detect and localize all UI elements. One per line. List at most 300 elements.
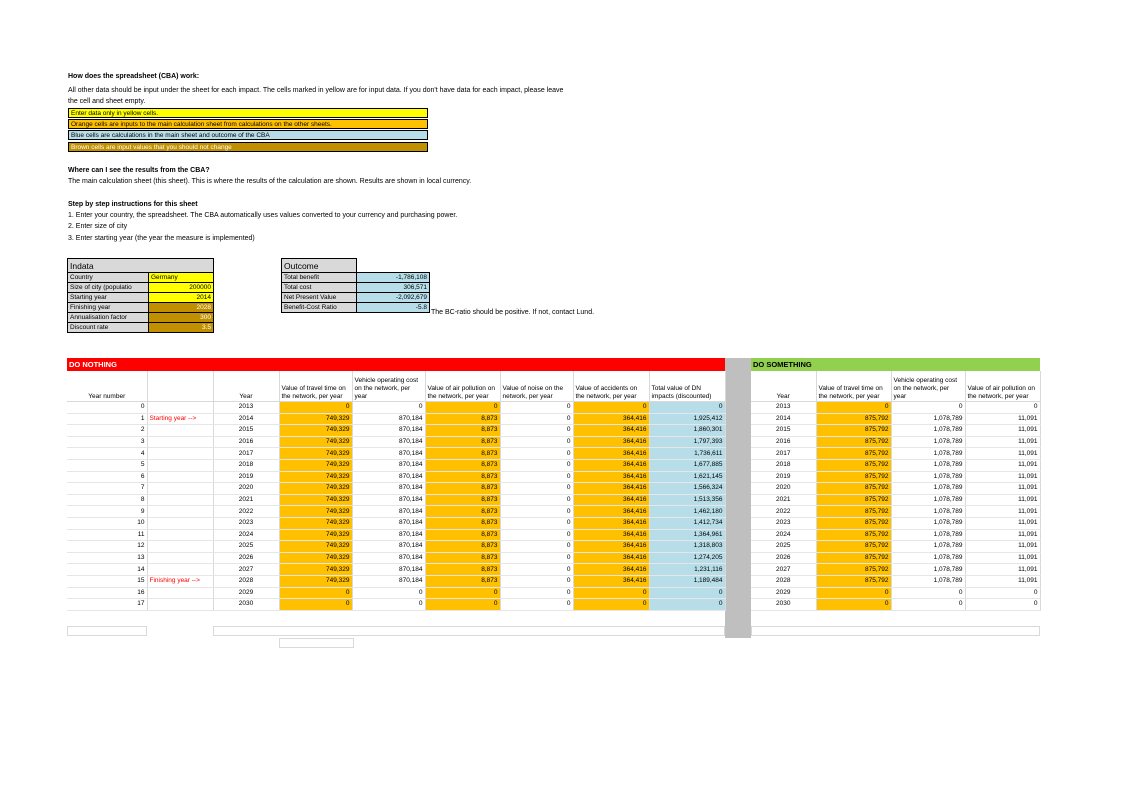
accidents-cell: 364,416 xyxy=(573,564,649,576)
table-row xyxy=(67,402,725,414)
indata-label: Discount rate xyxy=(68,323,149,333)
table-row xyxy=(751,564,1040,576)
vehicle-cost-cell: 870,184 xyxy=(352,552,425,564)
ds-travel-time-cell: 875,792 xyxy=(816,564,891,576)
table-row xyxy=(67,471,725,483)
air-pollution-cell: 8,873 xyxy=(425,459,500,471)
table-row xyxy=(751,517,1040,529)
ds-air-pollution-cell: 0 xyxy=(965,599,1040,611)
travel-time-cell: 0 xyxy=(279,587,352,599)
ds-air-pollution-cell: 11,091 xyxy=(965,483,1040,495)
outcome-title: Outcome xyxy=(282,259,357,273)
noise-cell: 0 xyxy=(500,483,573,495)
intro-line-2: the cell and sheet empty. xyxy=(68,98,146,105)
ds-vehicle-cost-cell: 1,078,789 xyxy=(891,494,965,506)
indata-annualisation-factor: 300 xyxy=(149,313,214,323)
ds-year-cell: 2021 xyxy=(751,494,816,506)
year-number-cell: 12 xyxy=(67,541,147,553)
ds-air-pollution-cell: 11,091 xyxy=(965,552,1040,564)
ds-travel-time-cell: 875,792 xyxy=(816,471,891,483)
air-pollution-cell: 8,873 xyxy=(425,529,500,541)
ds-travel-time-cell: 875,792 xyxy=(816,425,891,437)
empty-row xyxy=(213,626,725,636)
ds-travel-time-cell: 0 xyxy=(816,587,891,599)
ds-year-cell: 2015 xyxy=(751,425,816,437)
legend-blue: Blue cells are calculations in the main sheet and outcome of the CBA xyxy=(68,130,428,140)
noise-cell: 0 xyxy=(500,471,573,483)
vehicle-cost-cell: 870,184 xyxy=(352,506,425,518)
step-2: 2. Enter size of city xyxy=(68,223,128,230)
ds-year-cell: 2023 xyxy=(751,517,816,529)
do-nothing-band: DO NOTHING xyxy=(67,358,725,371)
vehicle-cost-cell: 0 xyxy=(352,402,425,414)
year-number-cell: 14 xyxy=(67,564,147,576)
year-cell: 2021 xyxy=(213,494,279,506)
marker-cell xyxy=(147,599,213,611)
total-dn-cell: 1,189,484 xyxy=(649,575,725,587)
accidents-cell: 364,416 xyxy=(573,425,649,437)
table-row xyxy=(67,506,725,518)
year-number-cell: 13 xyxy=(67,552,147,564)
indata-label: Size of city (populatio xyxy=(68,283,149,293)
ds-year-cell: 2026 xyxy=(751,552,816,564)
marker-cell xyxy=(147,448,213,460)
vehicle-cost-cell: 870,184 xyxy=(352,459,425,471)
vehicle-cost-cell: 870,184 xyxy=(352,564,425,576)
ds-vehicle-cost-cell: 1,078,789 xyxy=(891,413,965,425)
empty-cell xyxy=(67,626,147,636)
accidents-cell: 364,416 xyxy=(573,506,649,518)
travel-time-cell: 749,329 xyxy=(279,506,352,518)
vehicle-cost-cell: 870,184 xyxy=(352,471,425,483)
ds-air-pollution-cell: 0 xyxy=(965,587,1040,599)
marker-cell xyxy=(147,494,213,506)
year-cell: 2028 xyxy=(213,575,279,587)
noise-cell: 0 xyxy=(500,494,573,506)
outcome-label: Benefit-Cost Ratio xyxy=(282,303,357,313)
table-row xyxy=(751,471,1040,483)
table-row xyxy=(67,599,725,611)
air-pollution-cell: 8,873 xyxy=(425,552,500,564)
year-header: Year xyxy=(213,371,279,402)
table-row xyxy=(67,459,725,471)
table-row xyxy=(751,552,1040,564)
accidents-cell: 364,416 xyxy=(573,459,649,471)
total-dn-cell: 1,513,356 xyxy=(649,494,725,506)
year-number-header: Year number xyxy=(67,371,147,402)
air-pollution-header: Value of air pollution on the network, per year xyxy=(425,371,500,402)
marker-cell xyxy=(147,552,213,564)
empty-cell xyxy=(279,638,354,648)
ds-year-cell: 2019 xyxy=(751,471,816,483)
ds-vehicle-cost-header: Vehicle operating cost on the network, per year xyxy=(891,371,965,402)
ds-air-pollution-cell: 11,091 xyxy=(965,575,1040,587)
ds-air-pollution-cell: 11,091 xyxy=(965,425,1040,437)
noise-cell: 0 xyxy=(500,575,573,587)
year-cell: 2017 xyxy=(213,448,279,460)
noise-header: Value of noise on the network, per year xyxy=(500,371,573,402)
accidents-cell: 0 xyxy=(573,402,649,414)
year-cell: 2014 xyxy=(213,413,279,425)
table-row xyxy=(67,529,725,541)
total-dn-cell: 1,621,145 xyxy=(649,471,725,483)
ds-air-pollution-cell: 0 xyxy=(965,402,1040,414)
noise-cell: 0 xyxy=(500,529,573,541)
ds-air-pollution-cell: 11,091 xyxy=(965,541,1040,553)
travel-time-cell: 0 xyxy=(279,599,352,611)
travel-time-cell: 749,329 xyxy=(279,541,352,553)
accidents-cell: 364,416 xyxy=(573,471,649,483)
air-pollution-cell: 8,873 xyxy=(425,517,500,529)
year-cell: 2026 xyxy=(213,552,279,564)
legend-brown: Brown cells are input values that you should not change xyxy=(68,142,428,152)
travel-time-cell: 749,329 xyxy=(279,436,352,448)
table-row xyxy=(67,413,725,425)
ds-vehicle-cost-cell: 1,078,789 xyxy=(891,459,965,471)
marker-cell xyxy=(147,506,213,518)
ds-vehicle-cost-cell: 1,078,789 xyxy=(891,541,965,553)
air-pollution-cell: 8,873 xyxy=(425,506,500,518)
table-row xyxy=(751,587,1040,599)
ds-year-cell: 2029 xyxy=(751,587,816,599)
vehicle-cost-cell: 870,184 xyxy=(352,436,425,448)
total-dn-cell: 1,231,116 xyxy=(649,564,725,576)
indata-label: Starting year xyxy=(68,293,149,303)
table-row xyxy=(751,436,1040,448)
travel-time-cell: 749,329 xyxy=(279,517,352,529)
travel-time-cell: 749,329 xyxy=(279,483,352,495)
marker-cell xyxy=(147,517,213,529)
year-number-cell: 9 xyxy=(67,506,147,518)
accidents-cell: 364,416 xyxy=(573,541,649,553)
year-number-cell: 6 xyxy=(67,471,147,483)
marker-cell xyxy=(147,459,213,471)
air-pollution-cell: 8,873 xyxy=(425,471,500,483)
noise-cell: 0 xyxy=(500,425,573,437)
year-number-cell: 3 xyxy=(67,436,147,448)
travel-time-cell: 749,329 xyxy=(279,552,352,564)
noise-cell: 0 xyxy=(500,448,573,460)
ds-year-cell: 2024 xyxy=(751,529,816,541)
accidents-cell: 0 xyxy=(573,599,649,611)
table-row xyxy=(67,587,725,599)
total-dn-cell: 1,462,180 xyxy=(649,506,725,518)
indata-country-input[interactable]: Germany xyxy=(149,273,214,283)
noise-cell: 0 xyxy=(500,517,573,529)
outcome-label: Total cost xyxy=(282,283,357,293)
bc-ratio-note: The BC-ratio should be positive. If not, contact Lund. xyxy=(431,309,595,316)
indata-finishing-year: 2028 xyxy=(149,303,214,313)
ds-travel-time-header: Value of travel time on the network, per year xyxy=(816,371,891,402)
marker-cell xyxy=(147,471,213,483)
marker-cell xyxy=(147,425,213,437)
ds-year-cell: 2020 xyxy=(751,483,816,495)
table-row xyxy=(751,529,1040,541)
noise-cell: 0 xyxy=(500,541,573,553)
accidents-cell: 364,416 xyxy=(573,413,649,425)
ds-travel-time-cell: 875,792 xyxy=(816,517,891,529)
table-row xyxy=(67,494,725,506)
indata-starting-year-input[interactable]: 2014 xyxy=(149,293,214,303)
vehicle-cost-cell: 870,184 xyxy=(352,529,425,541)
year-number-cell: 0 xyxy=(67,402,147,414)
air-pollution-cell: 8,873 xyxy=(425,564,500,576)
marker-cell xyxy=(147,587,213,599)
ds-travel-time-cell: 875,792 xyxy=(816,552,891,564)
marker-cell xyxy=(147,436,213,448)
outcome-npv: -2,092,679 xyxy=(357,293,430,303)
year-number-cell: 8 xyxy=(67,494,147,506)
vehicle-cost-cell: 870,184 xyxy=(352,425,425,437)
legend-orange: Orange cells are inputs to the main calculation sheet from calculations on the other sheets. xyxy=(68,119,428,129)
year-cell: 2030 xyxy=(213,599,279,611)
ds-vehicle-cost-cell: 1,078,789 xyxy=(891,529,965,541)
ds-vehicle-cost-cell: 1,078,789 xyxy=(891,483,965,495)
column-separator xyxy=(725,358,751,638)
outcome-total-cost: 306,571 xyxy=(357,283,430,293)
outcome-total-benefit: -1,786,108 xyxy=(357,273,430,283)
table-row xyxy=(751,575,1040,587)
ds-vehicle-cost-cell: 0 xyxy=(891,599,965,611)
vehicle-cost-cell: 870,184 xyxy=(352,494,425,506)
ds-travel-time-cell: 875,792 xyxy=(816,448,891,460)
year-cell: 2022 xyxy=(213,506,279,518)
ds-travel-time-cell: 875,792 xyxy=(816,413,891,425)
travel-time-cell: 0 xyxy=(279,402,352,414)
ds-travel-time-cell: 0 xyxy=(816,402,891,414)
total-dn-cell: 1,797,393 xyxy=(649,436,725,448)
year-cell: 2019 xyxy=(213,471,279,483)
noise-cell: 0 xyxy=(500,459,573,471)
marker-cell xyxy=(147,529,213,541)
total-dn-cell: 1,274,205 xyxy=(649,552,725,564)
air-pollution-cell: 8,873 xyxy=(425,494,500,506)
vehicle-cost-cell: 870,184 xyxy=(352,575,425,587)
ds-year-cell: 2027 xyxy=(751,564,816,576)
total-dn-cell: 1,318,803 xyxy=(649,541,725,553)
ds-year-cell: 2028 xyxy=(751,575,816,587)
year-cell: 2018 xyxy=(213,459,279,471)
table-row xyxy=(751,413,1040,425)
vehicle-cost-cell: 870,184 xyxy=(352,541,425,553)
year-number-cell: 5 xyxy=(67,459,147,471)
marker-cell xyxy=(147,564,213,576)
total-dn-cell: 1,677,885 xyxy=(649,459,725,471)
total-dn-cell: 0 xyxy=(649,599,725,611)
ds-vehicle-cost-cell: 1,078,789 xyxy=(891,506,965,518)
noise-cell: 0 xyxy=(500,552,573,564)
marker-cell xyxy=(147,541,213,553)
year-cell: 2016 xyxy=(213,436,279,448)
ds-year-cell: 2018 xyxy=(751,459,816,471)
year-number-cell: 15 xyxy=(67,575,147,587)
vehicle-cost-header: Vehicle operating cost on the network, per year xyxy=(352,371,425,402)
table-row xyxy=(67,483,725,495)
ds-year-cell: 2014 xyxy=(751,413,816,425)
air-pollution-cell: 8,873 xyxy=(425,483,500,495)
year-number-cell: 17 xyxy=(67,599,147,611)
accidents-cell: 364,416 xyxy=(573,494,649,506)
ds-year-header: Year xyxy=(751,371,816,402)
accidents-cell: 364,416 xyxy=(573,517,649,529)
travel-time-cell: 749,329 xyxy=(279,413,352,425)
vehicle-cost-cell: 870,184 xyxy=(352,413,425,425)
vehicle-cost-cell: 870,184 xyxy=(352,448,425,460)
outcome-label: Net Present Value xyxy=(282,293,357,303)
ds-air-pollution-cell: 11,091 xyxy=(965,494,1040,506)
noise-cell: 0 xyxy=(500,413,573,425)
total-dn-cell: 1,412,734 xyxy=(649,517,725,529)
ds-year-cell: 2022 xyxy=(751,506,816,518)
year-cell: 2020 xyxy=(213,483,279,495)
year-cell: 2027 xyxy=(213,564,279,576)
air-pollution-cell: 8,873 xyxy=(425,436,500,448)
accidents-cell: 364,416 xyxy=(573,552,649,564)
noise-cell: 0 xyxy=(500,587,573,599)
indata-title: Indata xyxy=(68,259,214,273)
results-text: The main calculation sheet (this sheet). This is where the results of the calculation are shown. Results are shown in local currency. xyxy=(68,178,472,185)
outcome-bc-ratio: -5.8 xyxy=(357,303,430,313)
noise-cell: 0 xyxy=(500,599,573,611)
do-nothing-table xyxy=(67,371,726,611)
accidents-cell: 364,416 xyxy=(573,575,649,587)
ds-year-cell: 2030 xyxy=(751,599,816,611)
do-something-band: DO SOMETHING xyxy=(751,358,1040,371)
travel-time-header: Value of travel time on the network, per year xyxy=(279,371,352,402)
ds-air-pollution-cell: 11,091 xyxy=(965,436,1040,448)
travel-time-cell: 749,329 xyxy=(279,564,352,576)
year-cell: 2023 xyxy=(213,517,279,529)
total-dn-cell: 1,860,301 xyxy=(649,425,725,437)
ds-travel-time-cell: 875,792 xyxy=(816,506,891,518)
ds-air-pollution-cell: 11,091 xyxy=(965,448,1040,460)
marker-cell xyxy=(147,483,213,495)
travel-time-cell: 749,329 xyxy=(279,494,352,506)
table-row xyxy=(751,541,1040,553)
ds-vehicle-cost-cell: 1,078,789 xyxy=(891,517,965,529)
do-something-table xyxy=(751,371,1041,611)
ds-air-pollution-header: Value of air pollution on the network, per year xyxy=(965,371,1040,402)
noise-cell: 0 xyxy=(500,506,573,518)
ds-year-cell: 2025 xyxy=(751,541,816,553)
table-row xyxy=(67,517,725,529)
travel-time-cell: 749,329 xyxy=(279,425,352,437)
ds-air-pollution-cell: 11,091 xyxy=(965,413,1040,425)
air-pollution-cell: 8,873 xyxy=(425,413,500,425)
year-cell: 2013 xyxy=(213,402,279,414)
ds-air-pollution-cell: 11,091 xyxy=(965,471,1040,483)
accidents-header: Value of accidents on the network, per year xyxy=(573,371,649,402)
ds-air-pollution-cell: 11,091 xyxy=(965,564,1040,576)
ds-vehicle-cost-cell: 0 xyxy=(891,587,965,599)
ds-travel-time-cell: 875,792 xyxy=(816,483,891,495)
year-cell: 2025 xyxy=(213,541,279,553)
ds-year-cell: 2017 xyxy=(751,448,816,460)
total-dn-cell: 1,925,412 xyxy=(649,413,725,425)
table-row xyxy=(751,448,1040,460)
intro-line-1: All other data should be input under the sheet for each impact. The cells marked in yellow are for input data. If you don't have data for each impact, please leave xyxy=(68,87,564,94)
ds-vehicle-cost-cell: 1,078,789 xyxy=(891,552,965,564)
year-number-cell: 7 xyxy=(67,483,147,495)
accidents-cell: 0 xyxy=(573,587,649,599)
table-row xyxy=(67,541,725,553)
vehicle-cost-cell: 0 xyxy=(352,599,425,611)
total-dn-cell: 1,736,611 xyxy=(649,448,725,460)
indata-table xyxy=(67,258,214,333)
ds-travel-time-cell: 875,792 xyxy=(816,494,891,506)
accidents-cell: 364,416 xyxy=(573,529,649,541)
ds-travel-time-cell: 0 xyxy=(816,599,891,611)
ds-travel-time-cell: 875,792 xyxy=(816,541,891,553)
total-dn-header: Total value of DN impacts (discounted) xyxy=(649,371,725,402)
year-cell: 2024 xyxy=(213,529,279,541)
table-row xyxy=(751,599,1040,611)
air-pollution-cell: 0 xyxy=(425,587,500,599)
vehicle-cost-cell: 870,184 xyxy=(352,517,425,529)
legend-yellow: Enter data only in yellow cells. xyxy=(68,108,428,118)
year-cell: 2029 xyxy=(213,587,279,599)
travel-time-cell: 749,329 xyxy=(279,459,352,471)
year-number-cell: 10 xyxy=(67,517,147,529)
accidents-cell: 364,416 xyxy=(573,448,649,460)
noise-cell: 0 xyxy=(500,436,573,448)
table-row xyxy=(67,448,725,460)
year-number-cell: 4 xyxy=(67,448,147,460)
table-row xyxy=(751,506,1040,518)
ds-vehicle-cost-cell: 1,078,789 xyxy=(891,575,965,587)
ds-travel-time-cell: 875,792 xyxy=(816,436,891,448)
year-number-cell: 2 xyxy=(67,425,147,437)
total-dn-cell: 1,566,324 xyxy=(649,483,725,495)
ds-vehicle-cost-cell: 1,078,789 xyxy=(891,436,965,448)
marker-cell xyxy=(147,402,213,414)
vehicle-cost-cell: 0 xyxy=(352,587,425,599)
intro-heading: How does the spreadsheet (CBA) work: xyxy=(68,73,200,80)
year-cell: 2015 xyxy=(213,425,279,437)
ds-travel-time-cell: 875,792 xyxy=(816,529,891,541)
ds-air-pollution-cell: 11,091 xyxy=(965,506,1040,518)
indata-city-size-input[interactable]: 200000 xyxy=(149,283,214,293)
total-dn-cell: 0 xyxy=(649,587,725,599)
results-heading: Where can I see the results from the CBA? xyxy=(68,167,210,174)
indata-label: Annualisation factor xyxy=(68,313,149,323)
table-row xyxy=(67,564,725,576)
marker-cell: Starting year --> xyxy=(147,413,213,425)
step-1: 1. Enter your country, the spreadsheet. The CBA automatically uses values converted to your currency and purchasing power. xyxy=(68,212,458,219)
ds-vehicle-cost-cell: 1,078,789 xyxy=(891,471,965,483)
table-row xyxy=(67,436,725,448)
table-row xyxy=(751,425,1040,437)
ds-year-cell: 2016 xyxy=(751,436,816,448)
ds-travel-time-cell: 875,792 xyxy=(816,459,891,471)
accidents-cell: 364,416 xyxy=(573,483,649,495)
travel-time-cell: 749,329 xyxy=(279,575,352,587)
travel-time-cell: 749,329 xyxy=(279,448,352,460)
air-pollution-cell: 0 xyxy=(425,599,500,611)
year-number-cell: 16 xyxy=(67,587,147,599)
ds-vehicle-cost-cell: 1,078,789 xyxy=(891,448,965,460)
vehicle-cost-cell: 870,184 xyxy=(352,483,425,495)
travel-time-cell: 749,329 xyxy=(279,529,352,541)
step-3: 3. Enter starting year (the year the measure is implemented) xyxy=(68,235,255,242)
accidents-cell: 364,416 xyxy=(573,436,649,448)
marker-cell: Finishing year --> xyxy=(147,575,213,587)
noise-cell: 0 xyxy=(500,564,573,576)
table-row xyxy=(751,402,1040,414)
ds-air-pollution-cell: 11,091 xyxy=(965,517,1040,529)
marker-header xyxy=(147,371,213,402)
table-row xyxy=(67,425,725,437)
